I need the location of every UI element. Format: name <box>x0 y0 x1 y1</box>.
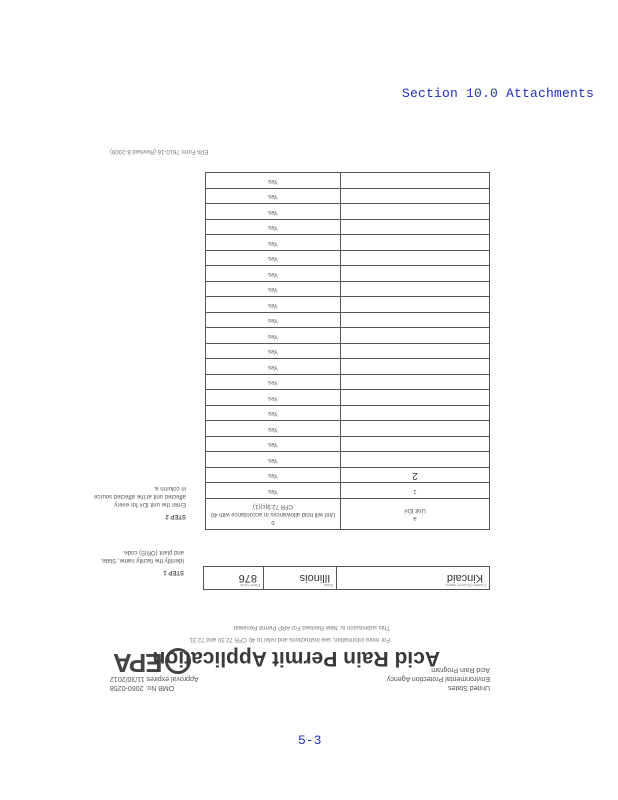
table-row <box>206 313 490 329</box>
table-row <box>206 189 490 205</box>
table-row <box>206 437 490 453</box>
step1-label: STEP 1 <box>163 569 184 575</box>
unit-id-cell <box>341 204 490 220</box>
allowance-answer-cell: Yes <box>206 406 341 422</box>
allowance-answer-cell: Yes <box>206 421 341 437</box>
step1-description <box>94 548 184 576</box>
unit-id-cell: 2 <box>341 468 490 484</box>
step2-label: STEP 2 <box>165 513 186 519</box>
facility-name: Kincaid <box>446 572 483 584</box>
allowance-answer-cell: Yes <box>206 328 341 344</box>
scanned-form <box>94 140 500 700</box>
state-label: State <box>323 583 334 588</box>
unit-id-cell: 1 <box>341 483 490 499</box>
instructions: For more information, see instructions and refer to 40 CFR 72.30 and 72.31 <box>189 636 390 642</box>
agency-line: Environmental Protection Agency <box>386 675 490 682</box>
table-row <box>206 406 490 422</box>
unit-id-cell <box>341 437 490 453</box>
allowance-answer-cell: Yes <box>206 468 341 484</box>
col-a-letter: a <box>413 515 417 521</box>
unit-id-cell <box>341 328 490 344</box>
section-title: Section 10.0 Attachments <box>402 86 595 101</box>
unit-id-cell <box>341 251 490 267</box>
unit-id-cell <box>341 220 490 236</box>
unit-id-cell <box>341 452 490 468</box>
unit-id-cell <box>341 297 490 313</box>
facility-name-cell <box>336 567 489 589</box>
agency-line: Acid Rain Program <box>431 666 490 673</box>
allowance-answer-cell: Yes <box>206 297 341 313</box>
allowance-answer-cell: Yes <box>206 483 341 499</box>
table-row <box>206 359 490 375</box>
table-row <box>206 282 490 298</box>
agency-line: United States <box>447 684 490 691</box>
allowance-answer-cell: Yes <box>206 452 341 468</box>
allowance-answer-cell: Yes <box>206 390 341 406</box>
col-b-header <box>206 499 341 530</box>
unit-id-cell <box>341 359 490 375</box>
unit-id-cell <box>341 406 490 422</box>
table-row <box>206 204 490 220</box>
col-a-title: Unit ID# <box>404 507 426 513</box>
step1-text: Identify the facility name, State, and plant (ORIS) code. <box>100 549 184 563</box>
table-row <box>206 375 490 391</box>
form-title: Acid Rain Permit Application <box>152 647 440 670</box>
allowance-answer-cell: Yes <box>206 173 341 189</box>
unit-id-cell <box>341 282 490 298</box>
table-row <box>206 421 490 437</box>
unit-id-cell <box>341 189 490 205</box>
allowance-answer-cell: Yes <box>206 189 341 205</box>
allowance-answer-cell: Yes <box>206 437 341 453</box>
logo-text: EPA <box>114 648 163 678</box>
submission-type: This submission is: New Revised For ARP Permit Renewal <box>234 624 390 630</box>
table-row <box>206 173 490 189</box>
table-row <box>206 235 490 251</box>
units-table <box>205 173 490 531</box>
col-b-title: Unit will hold allowances in accordance with 40 CFR 72.9(c)(1) <box>210 503 336 517</box>
allowance-answer-cell: Yes <box>206 375 341 391</box>
unit-id-cell <box>341 266 490 282</box>
allowance-answer-cell: Yes <box>206 282 341 298</box>
allowance-answer-cell: Yes <box>206 344 341 360</box>
table-row <box>206 390 490 406</box>
allowance-answer-cell: Yes <box>206 235 341 251</box>
allowance-answer-cell: Yes <box>206 313 341 329</box>
unit-id-cell <box>341 344 490 360</box>
allowance-answer-cell: Yes <box>206 204 341 220</box>
allowance-answer-cell: Yes <box>206 266 341 282</box>
table-row <box>206 344 490 360</box>
allowance-answer-cell: Yes <box>206 220 341 236</box>
table-row <box>206 452 490 468</box>
omb-line: OMB No. 2060-0258 <box>110 684 175 691</box>
plant-code: 876 <box>238 572 257 584</box>
state-cell <box>263 567 336 589</box>
unit-id-cell <box>341 173 490 189</box>
col-a-header <box>341 499 490 530</box>
plant-code-label: Plant Code <box>240 583 260 588</box>
unit-id-cell <box>341 390 490 406</box>
plant-code-cell <box>204 567 263 589</box>
facility-name-label: Facility (Source) Name <box>445 583 486 588</box>
unit-id-cell <box>341 375 490 391</box>
allowance-answer-cell: Yes <box>206 251 341 267</box>
table-row <box>206 468 490 484</box>
unit-id-cell <box>341 421 490 437</box>
table-row <box>206 328 490 344</box>
allowance-answer-cell: Yes <box>206 359 341 375</box>
form-footer: EPA Form 7610-16 (Revised 8-2009) <box>110 148 209 154</box>
units-table-header <box>206 499 490 530</box>
state-value: Illinois <box>299 572 331 584</box>
table-row <box>206 483 490 499</box>
step2-description <box>94 484 186 520</box>
table-row <box>206 251 490 267</box>
page-number: 5-3 <box>298 733 322 748</box>
step2-text: Enter the unit ID# for every affected unit at the affected source in column a. <box>94 485 186 507</box>
unit-id-cell <box>341 235 490 251</box>
unit-id-cell <box>341 313 490 329</box>
col-b-letter: b <box>271 519 275 525</box>
table-row <box>206 297 490 313</box>
omb-line: Approval expires 11/30/2012 <box>110 675 199 682</box>
table-row <box>206 266 490 282</box>
facility-box <box>203 566 490 590</box>
table-row <box>206 220 490 236</box>
